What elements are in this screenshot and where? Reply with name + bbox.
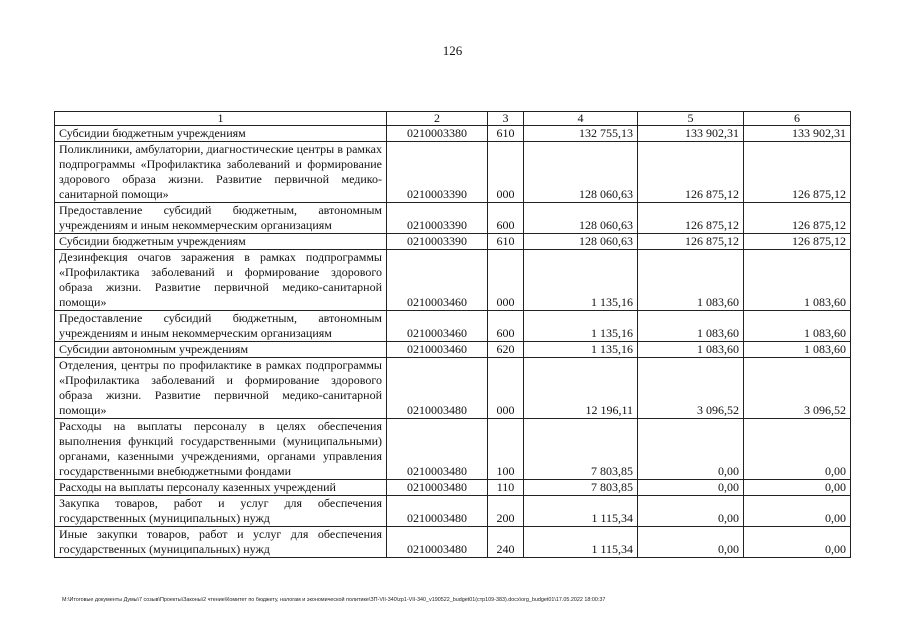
amount-col4-cell: 1 135,16 [524, 250, 638, 311]
target-article-cell: 0210003480 [387, 480, 488, 496]
amount-col6-cell: 0,00 [744, 419, 851, 480]
table-row [55, 527, 851, 558]
target-article-cell: 0210003390 [387, 142, 488, 203]
table-row [55, 142, 851, 203]
table-row [55, 358, 851, 419]
amount-col5-cell: 1 083,60 [638, 342, 744, 358]
budget-table [54, 111, 851, 558]
amount-col6-cell: 126 875,12 [744, 234, 851, 250]
amount-col6-cell: 3 096,52 [744, 358, 851, 419]
amount-col4-cell: 132 755,13 [524, 126, 638, 142]
amount-col5-cell: 1 083,60 [638, 311, 744, 342]
amount-col5-cell: 0,00 [638, 527, 744, 558]
amount-col6-cell: 1 083,60 [744, 250, 851, 311]
header-cell: 6 [744, 112, 851, 126]
expense-type-cell: 610 [488, 126, 524, 142]
expense-type-cell: 600 [488, 311, 524, 342]
row-name-cell: Субсидии автономным учреждениям [55, 342, 387, 358]
amount-col5-cell: 0,00 [638, 496, 744, 527]
header-cell: 3 [488, 112, 524, 126]
table-row [55, 203, 851, 234]
header-cell: 1 [55, 112, 387, 126]
row-name-cell: Дезинфекция очагов заражения в рамках подпрограммы «Профилактика заболеваний и формирование здорового образа жизни. Развитие первичной медико-санитарной помощи» [55, 250, 387, 311]
amount-col4-cell: 12 196,11 [524, 358, 638, 419]
amount-col6-cell: 1 083,60 [744, 342, 851, 358]
row-name-cell: Субсидии бюджетным учреждениям [55, 234, 387, 250]
page-number: 126 [442, 43, 463, 58]
expense-type-cell: 620 [488, 342, 524, 358]
table-row [55, 419, 851, 480]
amount-col5-cell: 0,00 [638, 480, 744, 496]
amount-col6-cell: 133 902,31 [744, 126, 851, 142]
row-name-cell: Отделения, центры по профилактике в рамках подпрограммы «Профилактика заболеваний и формирование здорового образа жизни. Развитие первичной медико-санитарной помощи» [55, 358, 387, 419]
target-article-cell: 0210003460 [387, 311, 488, 342]
target-article-cell: 0210003480 [387, 496, 488, 527]
table-body [55, 112, 851, 558]
target-article-cell: 0210003390 [387, 234, 488, 250]
amount-col5-cell: 126 875,12 [638, 142, 744, 203]
amount-col4-cell: 128 060,63 [524, 234, 638, 250]
row-name-cell: Расходы на выплаты персоналу в целях обеспечения выполнения функций государственными (муниципальными) органами, казенными учреждениями, органами управления государственными внебюджетными фондами [55, 419, 387, 480]
table-row [55, 234, 851, 250]
table-row [55, 496, 851, 527]
amount-col5-cell: 0,00 [638, 419, 744, 480]
row-name-cell: Субсидии бюджетным учреждениям [55, 126, 387, 142]
amount-col4-cell: 7 803,85 [524, 480, 638, 496]
amount-col4-cell: 1 115,34 [524, 496, 638, 527]
target-article-cell: 0210003480 [387, 358, 488, 419]
expense-type-cell: 000 [488, 142, 524, 203]
target-article-cell: 0210003380 [387, 126, 488, 142]
table-row [55, 126, 851, 142]
amount-col6-cell: 1 083,60 [744, 311, 851, 342]
amount-col5-cell: 133 902,31 [638, 126, 744, 142]
amount-col4-cell: 128 060,63 [524, 203, 638, 234]
header-cell: 2 [387, 112, 488, 126]
target-article-cell: 0210003390 [387, 203, 488, 234]
expense-type-cell: 110 [488, 480, 524, 496]
amount-col4-cell: 7 803,85 [524, 419, 638, 480]
amount-col4-cell: 1 115,34 [524, 527, 638, 558]
expense-type-cell: 200 [488, 496, 524, 527]
row-name-cell: Расходы на выплаты персоналу казенных учреждений [55, 480, 387, 496]
row-name-cell: Предоставление субсидий бюджетным, автономным учреждениям и иным некоммерческим организациям [55, 311, 387, 342]
target-article-cell: 0210003460 [387, 342, 488, 358]
expense-type-cell: 610 [488, 234, 524, 250]
target-article-cell: 0210003480 [387, 419, 488, 480]
amount-col4-cell: 128 060,63 [524, 142, 638, 203]
amount-col5-cell: 1 083,60 [638, 250, 744, 311]
expense-type-cell: 240 [488, 527, 524, 558]
table-row [55, 480, 851, 496]
table-row [55, 311, 851, 342]
row-name-cell: Поликлиники, амбулатории, диагностические центры в рамках подпрограммы «Профилактика заболеваний и формирование здорового образа жизни. Развитие первичной медико-санитарной помощи» [55, 142, 387, 203]
target-article-cell: 0210003460 [387, 250, 488, 311]
expense-type-cell: 000 [488, 250, 524, 311]
row-name-cell: Закупка товаров, работ и услуг для обеспечения государственных (муниципальных) нужд [55, 496, 387, 527]
amount-col5-cell: 3 096,52 [638, 358, 744, 419]
amount-col6-cell: 0,00 [744, 480, 851, 496]
file-path-footer: M:\Итоговые документы Думы\7 созыв\Проекты\Законы\2 чтение\Комитет по бюджету, налогам и экономической политике\ЗП-VII-340\zp1-VII-340_v190522_budget01(стр109-383).docx\org_budget01\17.05.2022 18:00:37 [62, 597, 606, 603]
amount-col4-cell: 1 135,16 [524, 311, 638, 342]
row-name-cell: Иные закупки товаров, работ и услуг для обеспечения государственных (муниципальных) нужд [55, 527, 387, 558]
row-name-cell: Предоставление субсидий бюджетным, автономным учреждениям и иным некоммерческим организациям [55, 203, 387, 234]
table-row [55, 342, 851, 358]
amount-col5-cell: 126 875,12 [638, 234, 744, 250]
table-header-row [55, 112, 851, 126]
header-cell: 5 [638, 112, 744, 126]
target-article-cell: 0210003480 [387, 527, 488, 558]
amount-col6-cell: 126 875,12 [744, 203, 851, 234]
header-cell: 4 [524, 112, 638, 126]
expense-type-cell: 000 [488, 358, 524, 419]
amount-col6-cell: 0,00 [744, 527, 851, 558]
expense-type-cell: 600 [488, 203, 524, 234]
amount-col6-cell: 0,00 [744, 496, 851, 527]
amount-col6-cell: 126 875,12 [744, 142, 851, 203]
table-row [55, 250, 851, 311]
amount-col4-cell: 1 135,16 [524, 342, 638, 358]
amount-col5-cell: 126 875,12 [638, 203, 744, 234]
expense-type-cell: 100 [488, 419, 524, 480]
